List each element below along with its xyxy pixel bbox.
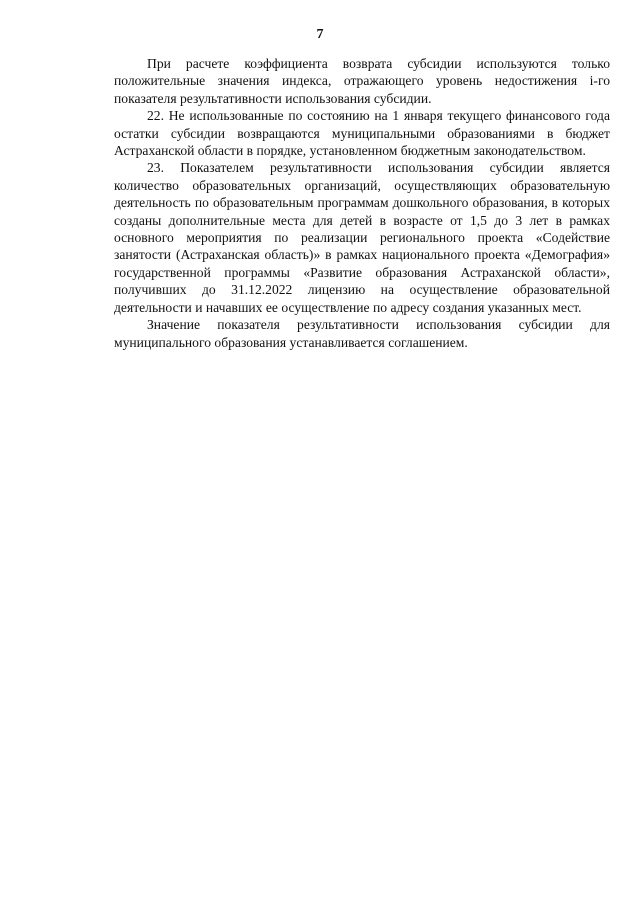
document-body (114, 55, 610, 351)
paragraph-23-performance-indicator: 23. Показателем результативности использования субсидии является количество образовательных организаций, осуществляющих образовательную деятельность по образовательным программам дошкольного образования, в которых созданы дополнительные места для детей в возрасте от 1,5 до 3 лет в рамках основного мероприятия по реализации регионального проекта «Содействие занятости (Астраханская область)» в рамках национального проекта «Демография» государственной программы «Развитие образования Астраханской области», получивших до 31.12.2022 лицензию на осуществление образовательной деятельности и начавших ее осуществление по адресу создания указанных мест. (114, 160, 610, 315)
paragraph-subsidy-return-coefficient: При расчете коэффициента возврата субсидии используются только положительные значения индекса, отражающего уровень недостижения i-го показателя результативности использования субсидии. (114, 56, 610, 106)
paragraph-indicator-value: Значение показателя результативности использования субсидии для муниципального образования устанавливается соглашением. (114, 317, 610, 350)
paragraph-22-unused-balances: 22. Не использованные по состоянию на 1 января текущего финансового года остатки субсидии возвращаются муниципальными образованиями в бюджет Астраханской области в порядке, установленном бюджетным законодательством. (114, 108, 610, 159)
page-number: 7 (316, 27, 324, 42)
